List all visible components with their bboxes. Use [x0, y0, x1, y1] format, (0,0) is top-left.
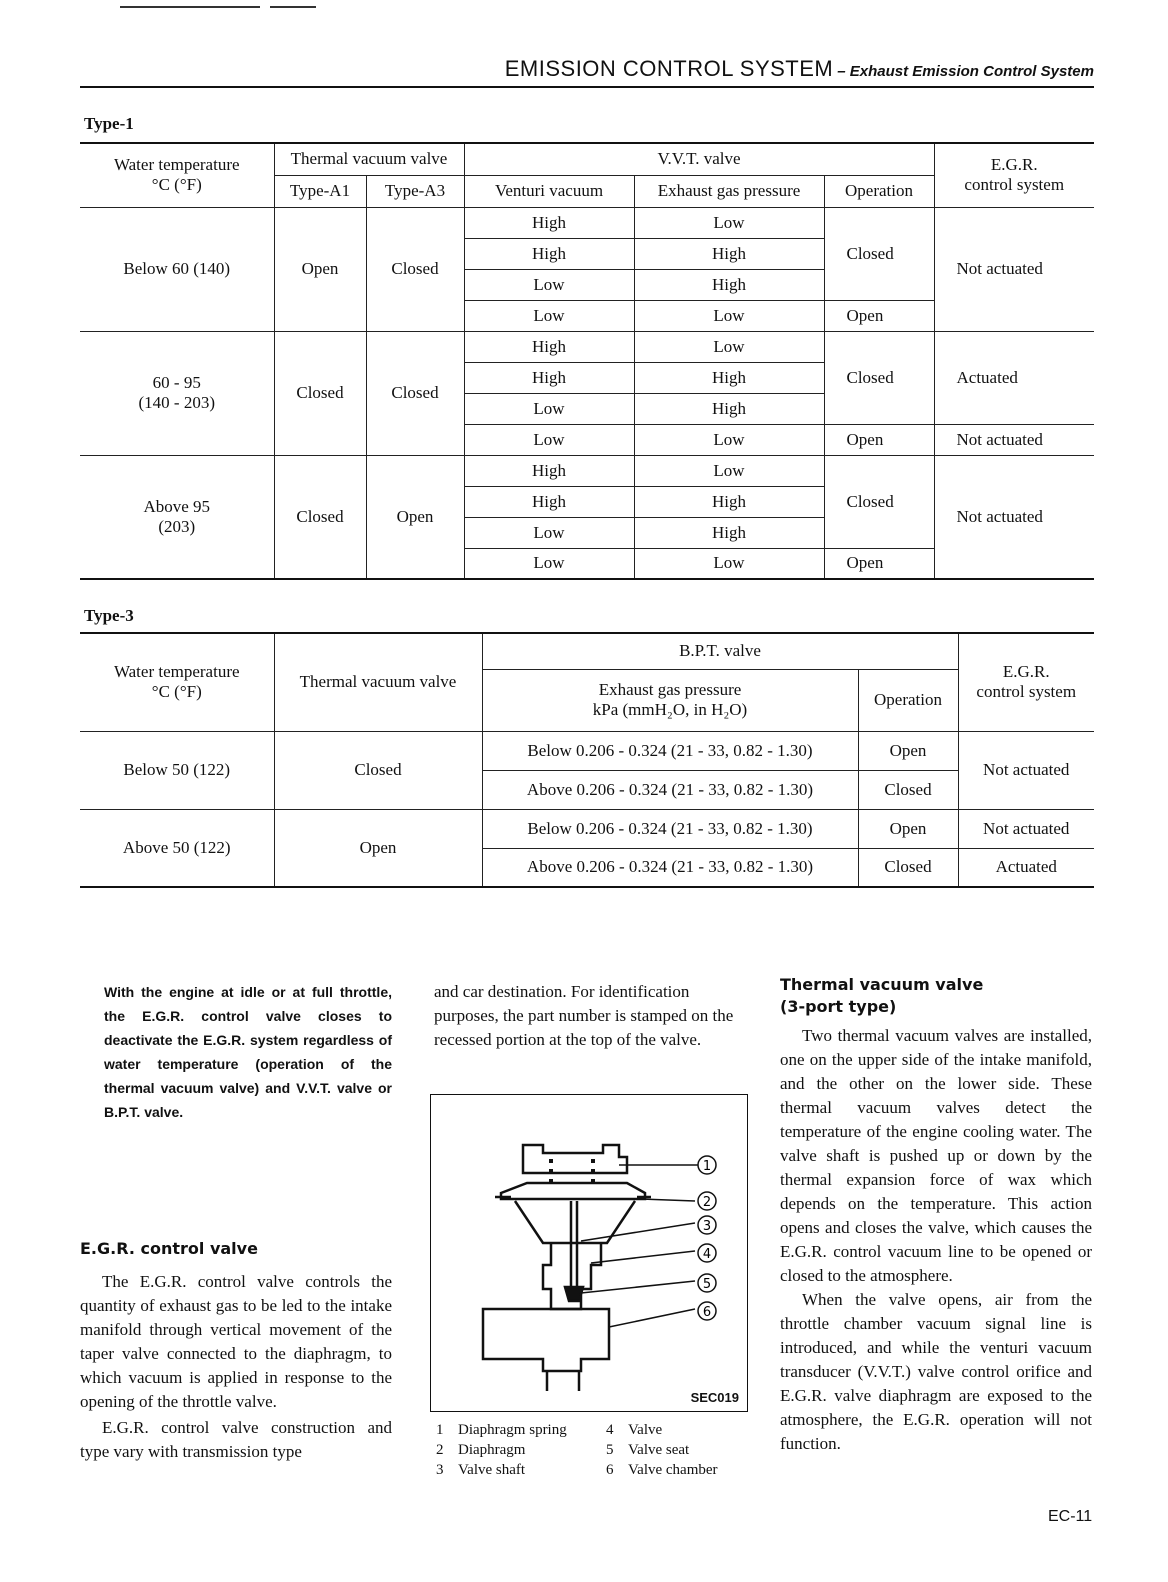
operation-cell: Closed: [824, 455, 934, 548]
exhaust-cell: High: [634, 486, 824, 517]
exhaust-cell: High: [634, 393, 824, 424]
tvv-cell: Closed: [274, 731, 482, 809]
header-operation: Operation: [824, 175, 934, 207]
idle-note: With the engine at idle or at full throttle, the E.G.R. control valve closes to deactivate the E.G.R. system regardless of water temperature (operation of the thermal vacuum valve) and V.V.T. valve or B.P.T. valve.: [104, 984, 392, 1120]
operation-cell: Closed: [824, 207, 934, 300]
exhaust-cell: High: [634, 517, 824, 548]
figure-legend: [436, 1420, 718, 1480]
table-row: [80, 731, 1094, 770]
table-row: [80, 331, 1094, 362]
legend-row: 2 Diaphragm 5 Valve seat: [436, 1442, 690, 1458]
header-subtitle: – Exhaust Emission Control System: [837, 63, 1094, 80]
exhaust-cell: High: [634, 362, 824, 393]
header-vvt: V.V.T. valve: [464, 143, 934, 175]
callout-label: 6: [702, 1305, 712, 1320]
header-tvv: Thermal vacuum valve: [274, 143, 464, 175]
venturi-cell: High: [464, 331, 634, 362]
top-rule-mark: [120, 6, 260, 8]
operation-cell: Open: [858, 809, 958, 848]
paragraph: When the valve opens, air from the throttle chamber vacuum signal line is introduced, and while the venturi vacuum transducer (V.V.T.) valve control orifice and E.G.R. valve diaphragm are exposed to the atmosphere, the E.G.R. operation will not function.: [780, 1290, 1092, 1453]
exhaust-cell: Low: [634, 455, 824, 486]
venturi-cell: Low: [464, 393, 634, 424]
a3-cell: Closed: [366, 207, 464, 331]
type1-label: Type-1: [84, 114, 134, 133]
paragraph: The E.G.R. control valve controls the quantity of exhaust gas to be led to the intake manifold through vertical movement of the taper valve connected to the diaphragm, to which vacuum is applied in response to the opening of the throttle valve.: [80, 1272, 392, 1411]
a1-cell: Open: [274, 207, 366, 331]
pressure-cell: Above 0.206 - 0.324 (21 - 33, 0.82 - 1.30): [482, 848, 858, 887]
operation-cell: Closed: [824, 331, 934, 424]
header-water-temp: Water temperature °C (°F): [80, 633, 274, 731]
header-exhaust: Exhaust gas pressure kPa (mmH₂O, in H₂O): [482, 669, 858, 731]
operation-cell: Open: [824, 548, 934, 579]
legend-row: 3 Valve shaft 6 Valve chamber: [436, 1462, 718, 1478]
egr-cell: Actuated: [934, 331, 1094, 424]
operation-cell: Open: [824, 424, 934, 455]
header-operation: Operation: [858, 669, 958, 731]
exhaust-cell: Low: [634, 300, 824, 331]
header-egr: E.G.R. control system: [958, 633, 1094, 731]
temp-cell: Above 95 (203): [80, 455, 274, 579]
egr-valve-figure: [430, 1094, 748, 1412]
page-header: [80, 56, 1094, 88]
venturi-cell: High: [464, 238, 634, 269]
a3-cell: Closed: [366, 331, 464, 455]
callout-label: 5: [702, 1277, 712, 1292]
operation-cell: Closed: [858, 770, 958, 809]
header-egr: E.G.R. control system: [934, 143, 1094, 207]
legend-row: 1 Diaphragm spring 4 Valve: [436, 1422, 663, 1438]
table-row: [80, 207, 1094, 238]
operation-cell: Open: [824, 300, 934, 331]
venturi-cell: High: [464, 207, 634, 238]
venturi-cell: High: [464, 362, 634, 393]
figure-code: SEC019: [690, 1390, 739, 1405]
callout-label: 3: [702, 1219, 712, 1234]
table-row: [80, 455, 1094, 486]
exhaust-cell: High: [634, 269, 824, 300]
header-bpt: B.P.T. valve: [482, 633, 958, 669]
type3-table: [80, 632, 1094, 888]
header-title: EMISSION CONTROL SYSTEM: [504, 56, 834, 81]
egr-cell: Not actuated: [934, 424, 1094, 455]
egr-control-valve-section: [80, 1238, 392, 1464]
venturi-cell: Low: [464, 424, 634, 455]
section-title: Thermal vacuum valve (3-port type): [780, 975, 984, 1016]
pressure-cell: Above 0.206 - 0.324 (21 - 33, 0.82 - 1.30): [482, 770, 858, 809]
callout-label: 4: [702, 1247, 712, 1262]
venturi-cell: Low: [464, 269, 634, 300]
a3-cell: Open: [366, 455, 464, 579]
venturi-cell: Low: [464, 548, 634, 579]
header-exhaust: Exhaust gas pressure: [634, 175, 824, 207]
type1-table: [80, 142, 1094, 580]
paragraph: E.G.R. control valve construction and type vary with transmission type: [80, 1418, 392, 1461]
section-title: E.G.R. control valve: [80, 1239, 258, 1258]
egr-cell: Not actuated: [934, 207, 1094, 331]
header-type-a1: Type-A1: [274, 175, 366, 207]
table-row: [80, 809, 1094, 848]
venturi-cell: Low: [464, 517, 634, 548]
exhaust-cell: Low: [634, 424, 824, 455]
header-water-temp: Water temperature °C (°F): [80, 143, 274, 207]
header-type-a3: Type-A3: [366, 175, 464, 207]
page-number: EC-11: [1048, 1508, 1093, 1525]
paragraph: and car destination. For identification purposes, the part number is stamped on the recessed portion at the top of the valve.: [434, 982, 734, 1049]
paragraph: Two thermal vacuum valves are installed, one on the upper side of the intake manifold, and the other on the lower side. These thermal vacuum valves detect the temperature of the engine cooling water. The valve shaft is pushed up or down by the thermal expansion force of wax which depends on the temperature. This action opens and closes the valve, which causes the E.G.R. control vacuum line to be opened or closed to the atmosphere.: [780, 1026, 1092, 1285]
callout-label: 1: [702, 1159, 712, 1174]
a1-cell: Closed: [274, 331, 366, 455]
venturi-cell: Low: [464, 300, 634, 331]
temp-cell: Below 60 (140): [80, 207, 274, 331]
egr-cell: Not actuated: [934, 455, 1094, 579]
venturi-cell: High: [464, 455, 634, 486]
pressure-cell: Below 0.206 - 0.324 (21 - 33, 0.82 - 1.30): [482, 731, 858, 770]
operation-cell: Open: [858, 731, 958, 770]
egr-cell: Actuated: [958, 848, 1094, 887]
exhaust-cell: Low: [634, 331, 824, 362]
temp-cell: Below 50 (122): [80, 731, 274, 809]
header-tvv: Thermal vacuum valve: [274, 633, 482, 731]
column-middle: [434, 980, 746, 1052]
operation-cell: Closed: [858, 848, 958, 887]
egr-valve-diagram: [431, 1095, 747, 1411]
temp-cell: 60 - 95 (140 - 203): [80, 331, 274, 455]
venturi-cell: High: [464, 486, 634, 517]
callout-label: 2: [702, 1195, 712, 1210]
a1-cell: Closed: [274, 455, 366, 579]
type3-label: Type-3: [84, 606, 134, 625]
header-venturi: Venturi vacuum: [464, 175, 634, 207]
pressure-cell: Below 0.206 - 0.324 (21 - 33, 0.82 - 1.30): [482, 809, 858, 848]
egr-cell: Not actuated: [958, 809, 1094, 848]
exhaust-cell: High: [634, 238, 824, 269]
egr-cell: Not actuated: [958, 731, 1094, 809]
column-left: [80, 980, 392, 1124]
top-rule-mark: [270, 6, 316, 8]
tvv-cell: Open: [274, 809, 482, 887]
exhaust-cell: Low: [634, 548, 824, 579]
exhaust-cell: Low: [634, 207, 824, 238]
temp-cell: Above 50 (122): [80, 809, 274, 887]
column-right: [780, 974, 1092, 1456]
